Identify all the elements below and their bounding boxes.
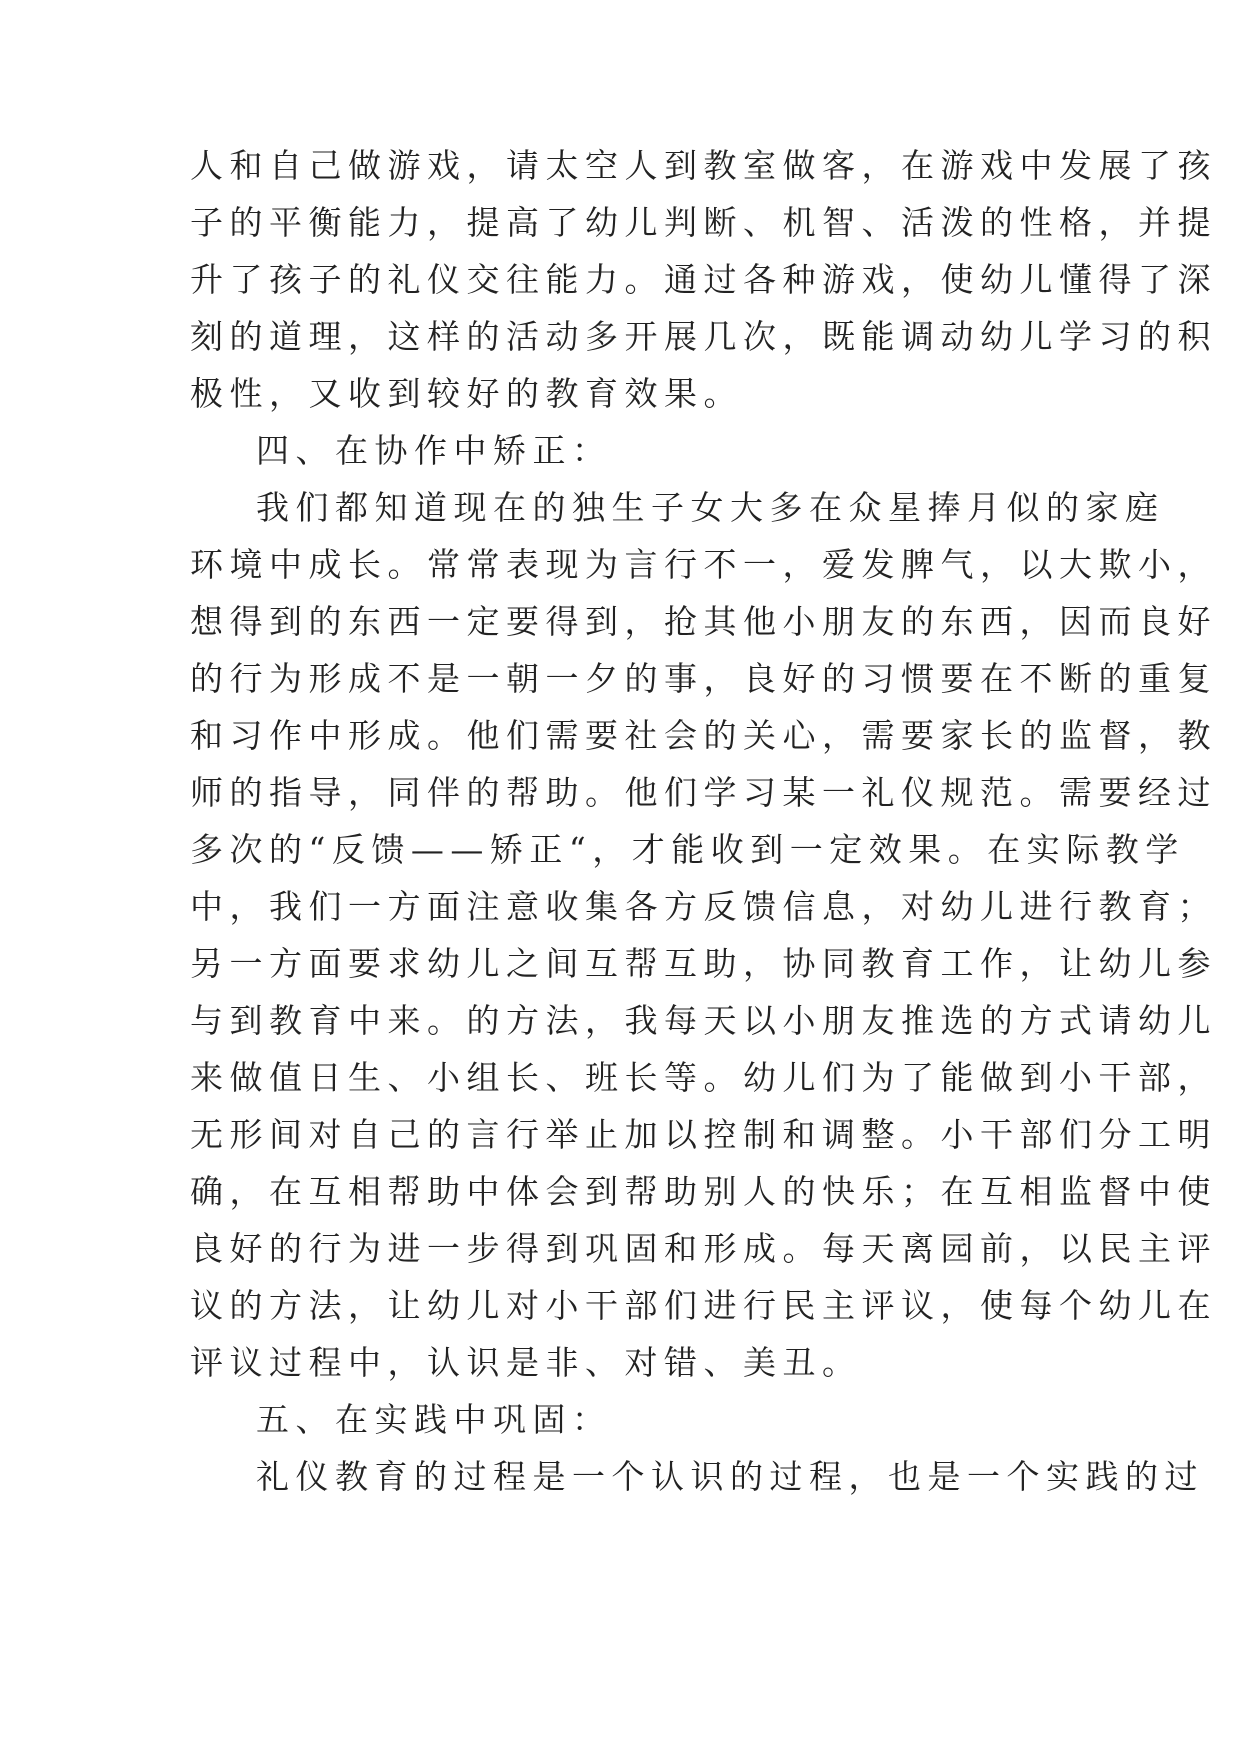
paragraph-first-line: 我们都知道现在的独生子女大多在众星捧月似的家庭 <box>256 488 1165 527</box>
text-line: 议的方法，让幼儿对小干部们进行民主评议，使每个幼儿在 <box>190 1286 1217 1325</box>
text-line: 中，我们一方面注意收集各方反馈信息，对幼儿进行教育； <box>190 887 1217 926</box>
text-line: 良好的行为进一步得到巩固和形成。每天离园前，以民主评 <box>190 1229 1217 1268</box>
text-line: 刻的道理，这样的活动多开展几次，既能调动幼儿学习的积 <box>190 317 1217 356</box>
text-line: 环境中成长。常常表现为言行不一，爱发脾气，以大欺小， <box>190 545 1217 584</box>
text-line: 与到教育中来。的方法，我每天以小朋友推选的方式请幼儿 <box>190 1001 1217 1040</box>
text-line: 想得到的东西一定要得到，抢其他小朋友的东西，因而良好 <box>190 602 1217 641</box>
text-line: 人和自己做游戏，请太空人到教室做客，在游戏中发展了孩 <box>190 146 1217 185</box>
text-line: 另一方面要求幼儿之间互帮互助，协同教育工作，让幼儿参 <box>190 944 1217 983</box>
text-line: 子的平衡能力，提高了幼儿判断、机智、活泼的性格，并提 <box>190 203 1217 242</box>
text-line: 评议过程中，认识是非、对错、美丑。 <box>190 1343 862 1382</box>
text-line: 和习作中形成。他们需要社会的关心，需要家长的监督，教 <box>190 716 1217 755</box>
text-line: 极性，又收到较好的教育效果。 <box>190 374 743 413</box>
text-line: 多次的“反馈——矫正“，才能收到一定效果。在实际教学 <box>190 830 1185 869</box>
text-line: 的行为形成不是一朝一夕的事，良好的习惯要在不断的重复 <box>190 659 1217 698</box>
text-line: 无形间对自己的言行举止加以控制和调整。小干部们分工明 <box>190 1115 1217 1154</box>
text-line: 升了孩子的礼仪交往能力。通过各种游戏，使幼儿懂得了深 <box>190 260 1217 299</box>
text-line: 确，在互相帮助中体会到帮助别人的快乐；在互相监督中使 <box>190 1172 1217 1211</box>
text-line: 来做值日生、小组长、班长等。幼儿们为了能做到小干部， <box>190 1058 1217 1097</box>
section-heading: 四、在协作中矫正： <box>256 431 612 470</box>
section-heading: 五、在实践中巩固： <box>256 1400 612 1439</box>
text-line: 师的指导，同伴的帮助。他们学习某一礼仪规范。需要经过 <box>190 773 1217 812</box>
paragraph-first-line: 礼仪教育的过程是一个认识的过程，也是一个实践的过 <box>256 1457 1204 1496</box>
